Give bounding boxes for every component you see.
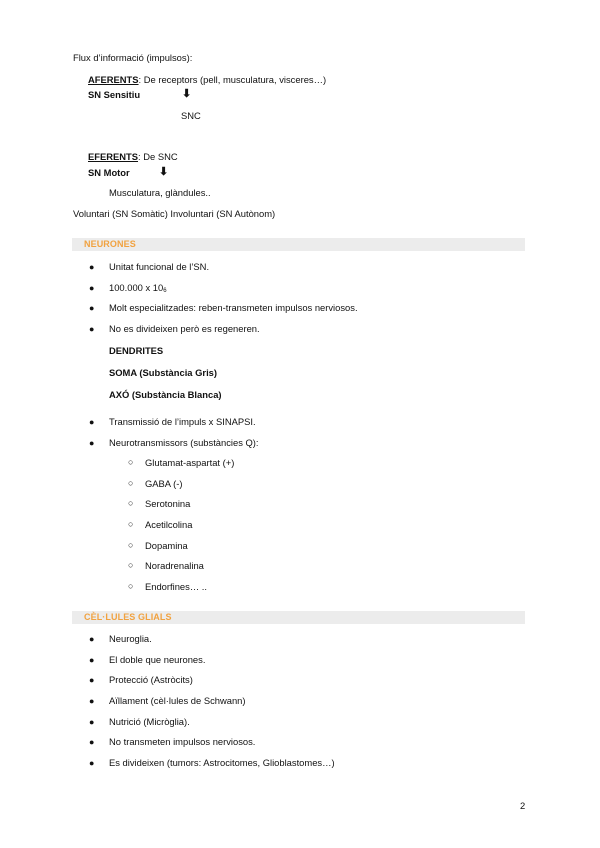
- hollow-bullet-icon: ○: [128, 560, 134, 571]
- bullet-icon: ●: [89, 737, 95, 748]
- hollow-bullet-icon: ○: [128, 581, 134, 592]
- bullet-icon: ●: [89, 437, 95, 448]
- bullet-icon: ●: [89, 634, 95, 644]
- hollow-bullet-icon: ○: [128, 498, 134, 509]
- hollow-bullet-icon: ○: [128, 539, 134, 550]
- bullet-icon: ●: [89, 696, 95, 707]
- bullet-icon: ●: [89, 262, 95, 272]
- snc-label: SNC: [181, 110, 201, 121]
- bullet-icon: ●: [89, 282, 95, 293]
- arrow-down-icon: ⬇: [159, 166, 169, 178]
- arrow-down-icon: ⬇: [182, 88, 192, 100]
- sn-sensitiu-label: SN Sensitiu: [88, 89, 141, 100]
- hollow-bullet-icon: ○: [128, 519, 134, 530]
- aferents-label: AFERENTS: [88, 74, 139, 85]
- bullet-icon: ●: [89, 716, 95, 727]
- section-title: NEURONES: [84, 239, 136, 249]
- aferents-line: [88, 74, 326, 85]
- section-header-neurones: [72, 238, 525, 251]
- part-dendrites: DENDRITES: [109, 345, 164, 356]
- page-number: 2: [520, 800, 526, 811]
- voluntari-line: Voluntari (SN Somàtic) Involuntari (SN Autònom): [73, 208, 276, 219]
- musculatura-text: Musculatura, glàndules..: [109, 187, 211, 198]
- bullet-icon: ●: [89, 417, 95, 427]
- eferents-text: : De SNC: [138, 151, 178, 162]
- exponent: 6: [163, 287, 167, 294]
- part-axo: AXÓ (Substància Blanca): [109, 389, 222, 400]
- flux-title: Flux d’informació (impulsos):: [73, 52, 193, 63]
- eferents-label: EFERENTS: [88, 151, 139, 162]
- bullet-icon: ●: [89, 758, 95, 769]
- sn-motor-label: SN Motor: [88, 167, 130, 178]
- section-title: CÈL·LULES GLIALS: [84, 612, 172, 622]
- part-soma: SOMA (Substància Gris): [109, 367, 218, 378]
- hollow-bullet-icon: ○: [128, 457, 134, 467]
- hollow-bullet-icon: ○: [128, 477, 134, 488]
- bullet-icon: ●: [89, 324, 95, 335]
- aferents-text: : De receptors (pell, musculatura, visceres…): [138, 74, 327, 85]
- section-header-glials: [72, 611, 525, 624]
- bullet-icon: ●: [89, 675, 95, 686]
- eferents-line: [88, 151, 178, 162]
- document-page: Flux d’informació (impulsos): AFERENTS: De receptors (pell, musculatura, visceres…) SN Sensitiu ⬇ SNC EFERENTS: De SNC SN Motor ⬇ Musculatura, glàndules.. Voluntari (SN Somàtic) Involuntari (SN Autònom) NEURONES ● Unitat funcional de l’SN. ● 100.000 x $10_6$ ● Molt especialitzades: reben-transmeten impulsos nerviosos. ● No es divideixen però es regeneren. DENDRITES SOMA (Substància Gris) AXÓ (Substància Blanca) ● Transmissió de l’impuls x SINAPSI. ● Neurotransmissors (substàncies Q): ○ Glutamat-aspartat (+) ○ GABA (-) ○ Serotonina ○ Acetilcolina ○ Dopamina ○ Noradrenalina ○ Endorfines… .. CÈL·LULES GLIALS ● Neuroglia. ● El doble que neurones. ● Protecció (Astròcits) ● Aïllament (cèl·lules de Schwann) ● Nutrició (Micròglia). ● No transmeten impulsos nerviosos. ● Es divideixen (tumors: Astrocitomes, Glioblastomes…) 2: [73, 52, 526, 811]
- bullet-icon: ●: [89, 303, 95, 314]
- bullet-icon: ●: [89, 654, 95, 665]
